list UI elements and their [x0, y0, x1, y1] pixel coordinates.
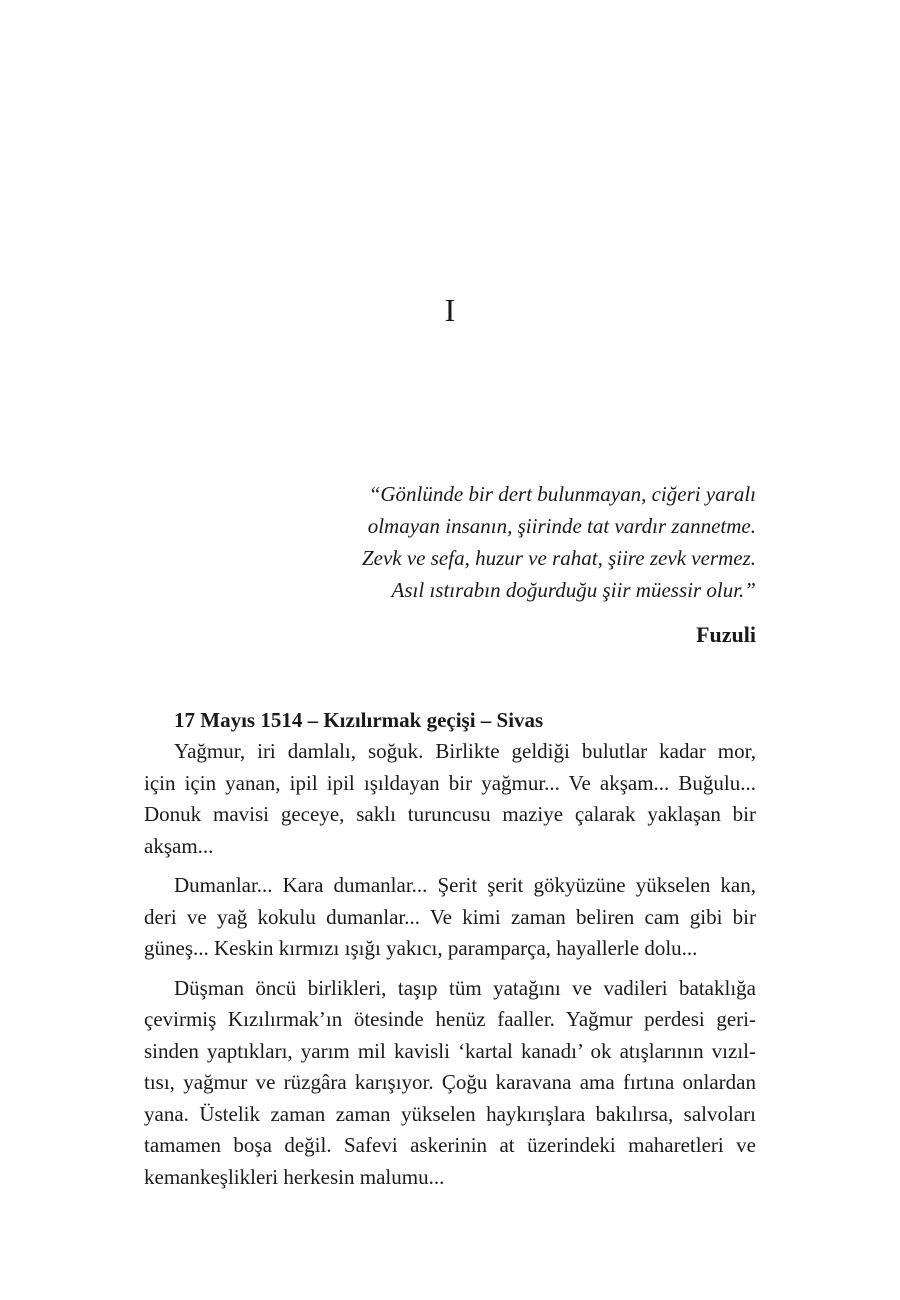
- text-line: yana. Üstelik zaman zaman yükselen haykırışlara bakılırsa, salvoları: [144, 1101, 756, 1126]
- epigraph-line: Asıl ıstırabın doğurduğu şiir müessir olur.”: [391, 578, 756, 602]
- epigraph-line: Zevk ve sefa, huzur ve rahat, şiire zevk vermez.: [361, 546, 756, 570]
- text-line: Donuk mavisi geceye, saklı turuncusu maziye çalarak yaklaşan bir: [144, 802, 756, 826]
- text-line: akşam...: [144, 833, 214, 858]
- paragraph: [144, 973, 756, 1194]
- text-line: çevirmiş Kızılırmak’ın ötesinde henüz faaller. Yağmur perdesi geri-: [144, 1007, 756, 1031]
- text-line: deri ve yağ kokulu dumanlar... Ve kimi zaman beliren cam gibi bir: [144, 904, 756, 929]
- text-line: tamamen boşa değil. Safevi askerinin at üzerindeki maharetleri ve: [144, 1133, 756, 1157]
- body-text: [144, 704, 756, 1201]
- text-line: için için yanan, ipil ipil ışıldayan bir yağmur... Ve akşam... Buğulu...: [144, 770, 756, 795]
- epigraph-line: “Gönlünde bir dert bulunmayan, ciğeri yaralı: [368, 482, 756, 506]
- text-line: sinden yaptıkları, yarım mil kavisli ‘kartal kanadı’ ok atışlarının vızıl-: [144, 1038, 756, 1063]
- text-line: tısı, yağmur ve rüzgâra karışıyor. Çoğu karavana ama fırtına onlardan: [144, 1070, 756, 1094]
- paragraph: [144, 736, 756, 862]
- chapter-number: I: [444, 292, 456, 328]
- section-heading: 17 Mayıs 1514 – Kızılırmak geçişi – Sivas: [174, 708, 544, 732]
- text-line: Dumanlar... Kara dumanlar... Şerit şerit gökyüzüne yükselen kan,: [174, 873, 756, 897]
- text-line: Düşman öncü birlikleri, taşıp tüm yatağını ve vadileri bataklığa: [174, 975, 756, 1000]
- epigraph: [156, 478, 756, 650]
- epigraph-author: Fuzuli: [696, 622, 756, 647]
- epigraph-line: olmayan insanın, şiirinde tat vardır zannetme.: [367, 514, 756, 538]
- text-line: kemankeşlikleri herkesin malumu...: [144, 1164, 445, 1189]
- text-line: güneş... Keskin kırmızı ışığı yakıcı, paramparça, hayallerle dolu...: [144, 936, 698, 960]
- text-line: Yağmur, iri damlalı, soğuk. Birlikte geldiği bulutlar kadar mor,: [174, 739, 756, 763]
- paragraph: [144, 870, 756, 965]
